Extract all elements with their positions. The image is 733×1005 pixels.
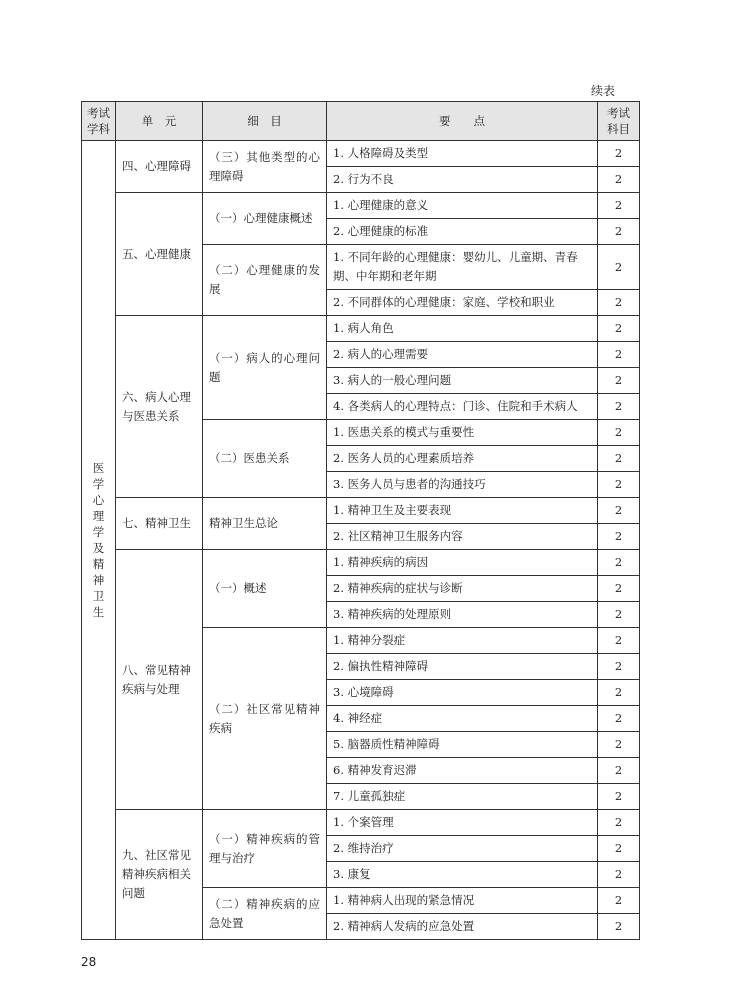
detail-cell: （一）概述: [203, 550, 327, 628]
table-body: [82, 141, 640, 940]
subject-count-cell: 2: [598, 524, 640, 550]
subject-count-cell: 2: [598, 394, 640, 420]
table-row: [82, 316, 640, 342]
subject-name: 医学心理学及精神卫生: [92, 461, 105, 619]
subject-count-cell: 2: [598, 193, 640, 219]
point-cell: 3. 医务人员与患者的沟通技巧: [327, 472, 598, 498]
subject-count-cell: 2: [598, 290, 640, 316]
unit-cell: 五、心理健康: [116, 193, 203, 316]
subject-count-cell: 2: [598, 914, 640, 940]
subject-count-cell: 2: [598, 368, 640, 394]
point-cell: 3. 康复: [327, 862, 598, 888]
point-cell: 2. 社区精神卫生服务内容: [327, 524, 598, 550]
page-number: 28: [81, 955, 97, 969]
detail-cell: （三）其他类型的心理障碍: [203, 141, 327, 193]
header-subject-count: 考试科目: [598, 102, 640, 141]
point-cell: 1. 病人角色: [327, 316, 598, 342]
unit-cell: 八、常见精神疾病与处理: [116, 550, 203, 810]
point-cell: 1. 精神分裂症: [327, 628, 598, 654]
subject-count-cell: 2: [598, 602, 640, 628]
table-row: [82, 498, 640, 524]
continued-label: 续表: [591, 84, 616, 98]
detail-cell: （一）病人的心理问题: [203, 316, 327, 420]
subject-count-cell: 2: [598, 784, 640, 810]
detail-cell: （一）心理健康概述: [203, 193, 327, 245]
point-cell: 1. 心理健康的意义: [327, 193, 598, 219]
point-cell: 2. 病人的心理需要: [327, 342, 598, 368]
subject-count-cell: 2: [598, 628, 640, 654]
subject-count-cell: 2: [598, 732, 640, 758]
subject-count-cell: 2: [598, 498, 640, 524]
unit-cell: 七、精神卫生: [116, 498, 203, 550]
syllabus-table: [81, 101, 640, 940]
unit-cell: 九、社区常见精神疾病相关问题: [116, 810, 203, 940]
subject-count-cell: 2: [598, 550, 640, 576]
table-row: [82, 550, 640, 576]
point-cell: 1. 人格障碍及类型: [327, 141, 598, 167]
subject-count-cell: 2: [598, 810, 640, 836]
point-cell: 1. 医患关系的模式与重要性: [327, 420, 598, 446]
subject-count-cell: 2: [598, 862, 640, 888]
detail-cell: （二）社区常见精神疾病: [203, 628, 327, 810]
point-cell: 2. 维持治疗: [327, 836, 598, 862]
point-cell: 2. 偏执性精神障碍: [327, 654, 598, 680]
subject-count-cell: 2: [598, 446, 640, 472]
point-cell: 5. 脑器质性精神障碍: [327, 732, 598, 758]
subject-count-cell: 2: [598, 888, 640, 914]
table-row: [82, 141, 640, 167]
detail-cell: （二）心理健康的发展: [203, 245, 327, 316]
subject-count-cell: 2: [598, 167, 640, 193]
point-cell: 3. 病人的一般心理问题: [327, 368, 598, 394]
point-cell: 2. 医务人员的心理素质培养: [327, 446, 598, 472]
point-cell: 2. 心理健康的标准: [327, 219, 598, 245]
subject-count-cell: 2: [598, 342, 640, 368]
point-cell: 2. 精神疾病的症状与诊断: [327, 576, 598, 602]
table-row: [82, 810, 640, 836]
header-detail: 细 目: [203, 102, 327, 141]
header-subject: 考试学科: [82, 102, 116, 141]
unit-cell: 四、心理障碍: [116, 141, 203, 193]
unit-cell: 六、病人心理与医患关系: [116, 316, 203, 498]
subject-count-cell: 2: [598, 316, 640, 342]
point-cell: 7. 儿童孤独症: [327, 784, 598, 810]
point-cell: 3. 精神疾病的处理原则: [327, 602, 598, 628]
point-cell: 4. 各类病人的心理特点：门诊、住院和手术病人: [327, 394, 598, 420]
point-cell: 1. 不同年龄的心理健康：婴幼儿、儿童期、青春期、中年期和老年期: [327, 245, 598, 290]
subject-count-cell: 2: [598, 141, 640, 167]
point-cell: 3. 心境障碍: [327, 680, 598, 706]
point-cell: 1. 精神疾病的病因: [327, 550, 598, 576]
detail-cell: （二）医患关系: [203, 420, 327, 498]
subject-count-cell: 2: [598, 680, 640, 706]
detail-cell: （二）精神疾病的应急处置: [203, 888, 327, 940]
point-cell: 2. 行为不良: [327, 167, 598, 193]
detail-cell: （一）精神疾病的管理与治疗: [203, 810, 327, 888]
subject-count-cell: 2: [598, 576, 640, 602]
point-cell: 2. 精神病人发病的应急处置: [327, 914, 598, 940]
point-cell: 6. 精神发育迟滞: [327, 758, 598, 784]
table-row: [82, 193, 640, 219]
subject-count-cell: 2: [598, 836, 640, 862]
subject-count-cell: 2: [598, 654, 640, 680]
subject-cell: [82, 141, 116, 940]
point-cell: 2. 不同群体的心理健康：家庭、学校和职业: [327, 290, 598, 316]
point-cell: 4. 神经症: [327, 706, 598, 732]
point-cell: 1. 精神卫生及主要表现: [327, 498, 598, 524]
subject-count-cell: 2: [598, 706, 640, 732]
header-unit: 单 元: [116, 102, 203, 141]
subject-count-cell: 2: [598, 219, 640, 245]
subject-count-cell: 2: [598, 245, 640, 290]
detail-cell: 精神卫生总论: [203, 498, 327, 550]
point-cell: 1. 精神病人出现的紧急情况: [327, 888, 598, 914]
header-point: 要 点: [327, 102, 598, 141]
subject-count-cell: 2: [598, 420, 640, 446]
point-cell: 1. 个案管理: [327, 810, 598, 836]
subject-count-cell: 2: [598, 758, 640, 784]
subject-count-cell: 2: [598, 472, 640, 498]
header-row: [82, 102, 640, 141]
